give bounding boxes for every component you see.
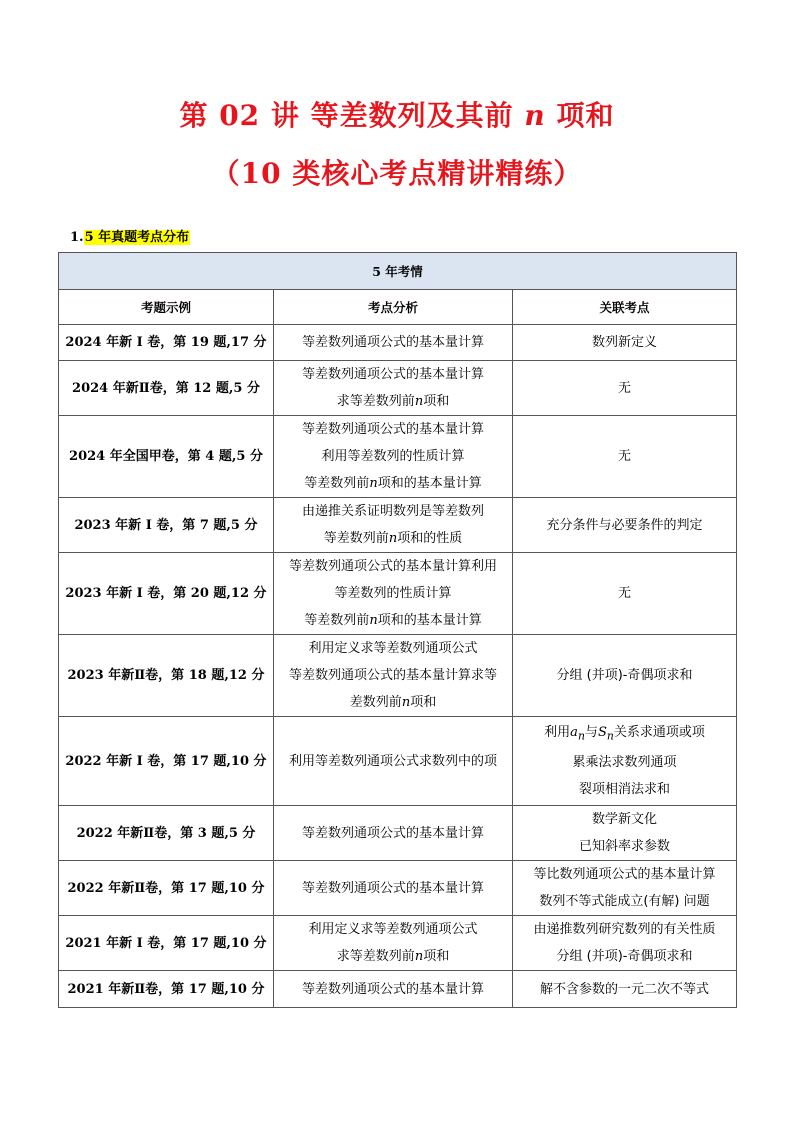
analysis-line: 等差数列通项公式的基本量计算 bbox=[301, 367, 484, 382]
variable-n: n bbox=[414, 394, 424, 409]
exam-example-cell: 2024 年全国甲卷，第 4 题,5 分 bbox=[59, 416, 274, 498]
analysis-cell bbox=[274, 553, 513, 635]
table-row bbox=[59, 553, 737, 635]
analysis-line: 等差数列通项公式的基本量计算 bbox=[301, 981, 484, 997]
table-body bbox=[59, 325, 737, 1008]
table-row bbox=[59, 806, 737, 861]
analysis-cell bbox=[274, 861, 513, 916]
analysis-line: 差数列前n项和 bbox=[349, 695, 437, 710]
page-title bbox=[0, 94, 794, 134]
related-cell bbox=[513, 971, 737, 1008]
variable-a: a bbox=[570, 724, 578, 740]
page-subtitle: （10 类核心考点精讲精练） bbox=[211, 157, 583, 190]
analysis-line: 等差数列通项公式的基本量计算求等 bbox=[288, 668, 497, 683]
related-cell bbox=[513, 635, 737, 717]
table-row bbox=[59, 971, 737, 1008]
related-line: 分组 (并项)-奇偶项求和 bbox=[556, 949, 693, 964]
analysis-line: 求等差数列前n项和 bbox=[336, 949, 450, 964]
related-line: 分组 (并项)-奇偶项求和 bbox=[556, 668, 693, 683]
table-row bbox=[59, 498, 737, 553]
analysis-cell bbox=[274, 416, 513, 498]
table-row bbox=[59, 717, 737, 806]
related-line: 等比数列通项公式的基本量计算 bbox=[533, 867, 716, 882]
analysis-line: 等差数列前n项和的基本量计算 bbox=[304, 476, 482, 491]
analysis-cell bbox=[274, 916, 513, 971]
section-number: 1. bbox=[70, 230, 84, 245]
analysis-cell bbox=[274, 717, 513, 806]
analysis-line: 由递推关系证明数列是等差数列 bbox=[301, 504, 484, 519]
related-cell bbox=[513, 861, 737, 916]
related-math-pre: 利用 bbox=[544, 724, 571, 740]
exam-example-cell: 2023 年新 I 卷，第 7 题,5 分 bbox=[59, 498, 274, 553]
related-cell bbox=[513, 717, 737, 806]
related-cell bbox=[513, 325, 737, 361]
analysis-line: 利用等差数列通项公式求数列中的项 bbox=[288, 753, 497, 769]
column-header-example: 考题示例 bbox=[59, 290, 274, 325]
analysis-cell bbox=[274, 361, 513, 416]
related-math-line bbox=[515, 719, 734, 750]
related-line: 无 bbox=[618, 449, 632, 464]
exam-example-cell: 2023 年新 I 卷，第 20 题,12 分 bbox=[59, 553, 274, 635]
related-line: 解不含参数的一元二次不等式 bbox=[540, 981, 710, 997]
analysis-line: 求等差数列前n项和 bbox=[336, 394, 450, 409]
variable-n: n bbox=[369, 613, 378, 628]
related-line: 已知斜率求参数 bbox=[579, 839, 671, 854]
related-cell bbox=[513, 806, 737, 861]
related-cell bbox=[513, 416, 737, 498]
related-cell bbox=[513, 916, 737, 971]
table-row bbox=[59, 635, 737, 717]
related-line: 无 bbox=[618, 380, 632, 396]
column-header-analysis: 考点分析 bbox=[274, 290, 513, 325]
related-line: 数列不等式能成立(有解) 问题 bbox=[539, 894, 710, 909]
analysis-line: 等差数列前n项和的性质 bbox=[323, 531, 463, 546]
related-cell bbox=[513, 361, 737, 416]
related-line: 由递推数列研究数列的有关性质 bbox=[533, 922, 716, 937]
analysis-line: 等差数列前n项和的基本量计算 bbox=[304, 613, 482, 628]
related-line: 无 bbox=[618, 586, 632, 601]
analysis-cell bbox=[274, 635, 513, 717]
related-line: 数学新文化 bbox=[592, 812, 658, 827]
analysis-line: 等差数列通项公式的基本量计算 bbox=[301, 422, 484, 437]
table-row bbox=[59, 916, 737, 971]
variable-s: S bbox=[597, 724, 607, 740]
exam-example-cell: 2022 年新Ⅱ卷，第 17 题,10 分 bbox=[59, 861, 274, 916]
exam-example-cell: 2021 年新Ⅱ卷，第 17 题,10 分 bbox=[59, 971, 274, 1008]
exam-distribution-table bbox=[58, 252, 737, 1008]
analysis-line: 等差数列通项公式的基本量计算 bbox=[301, 825, 484, 841]
section-heading bbox=[70, 226, 190, 245]
related-cell bbox=[513, 498, 737, 553]
title-prefix: 第 02 讲 等差数列及其前 bbox=[179, 99, 525, 132]
analysis-line: 等差数列通项公式的基本量计算 bbox=[301, 880, 484, 896]
column-header-related: 关联考点 bbox=[513, 290, 737, 325]
analysis-line: 利用定义求等差数列通项公式 bbox=[308, 922, 478, 937]
related-math-post: 关系求通项或项 bbox=[613, 724, 705, 740]
table-banner: 5 年考情 bbox=[59, 253, 737, 290]
related-math-mid: 与 bbox=[584, 724, 598, 740]
related-line: 累乘法求数列通项 bbox=[572, 755, 677, 771]
related-line: 充分条件与必要条件的判定 bbox=[546, 517, 703, 533]
exam-example-cell: 2024 年新Ⅱ卷，第 12 题,5 分 bbox=[59, 361, 274, 416]
variable-a-subscript: n bbox=[577, 729, 585, 743]
table-row bbox=[59, 325, 737, 361]
analysis-line: 利用等差数列的性质计算 bbox=[321, 449, 465, 464]
analysis-line: 等差数列的性质计算 bbox=[334, 586, 452, 601]
variable-n: n bbox=[414, 949, 424, 964]
variable-s-subscript: n bbox=[606, 729, 614, 743]
analysis-cell bbox=[274, 971, 513, 1008]
exam-example-cell: 2021 年新 I 卷，第 17 题,10 分 bbox=[59, 916, 274, 971]
analysis-line: 等差数列通项公式的基本量计算利用 bbox=[288, 559, 497, 574]
related-line: 裂项相消法求和 bbox=[579, 782, 671, 798]
variable-n: n bbox=[369, 476, 378, 491]
exam-example-cell: 2024 年新 I 卷，第 19 题,17 分 bbox=[59, 325, 274, 361]
analysis-cell bbox=[274, 498, 513, 553]
analysis-line: 利用定义求等差数列通项公式 bbox=[308, 641, 478, 656]
exam-example-cell: 2022 年新 I 卷，第 17 题,10 分 bbox=[59, 717, 274, 806]
related-cell bbox=[513, 553, 737, 635]
analysis-line: 等差数列通项公式的基本量计算 bbox=[301, 335, 484, 350]
exam-example-cell: 2022 年新Ⅱ卷，第 3 题,5 分 bbox=[59, 806, 274, 861]
exam-example-cell: 2023 年新Ⅱ卷，第 18 题,12 分 bbox=[59, 635, 274, 717]
analysis-cell bbox=[274, 325, 513, 361]
section-label: 5 年真题考点分布 bbox=[84, 230, 190, 245]
analysis-cell bbox=[274, 806, 513, 861]
variable-n: n bbox=[401, 695, 411, 710]
related-line: 数列新定义 bbox=[592, 335, 658, 350]
table-row bbox=[59, 416, 737, 498]
title-suffix: 项和 bbox=[545, 99, 615, 132]
title-variable: n bbox=[524, 99, 546, 132]
variable-n: n bbox=[388, 531, 398, 546]
table-row bbox=[59, 861, 737, 916]
table-row bbox=[59, 361, 737, 416]
